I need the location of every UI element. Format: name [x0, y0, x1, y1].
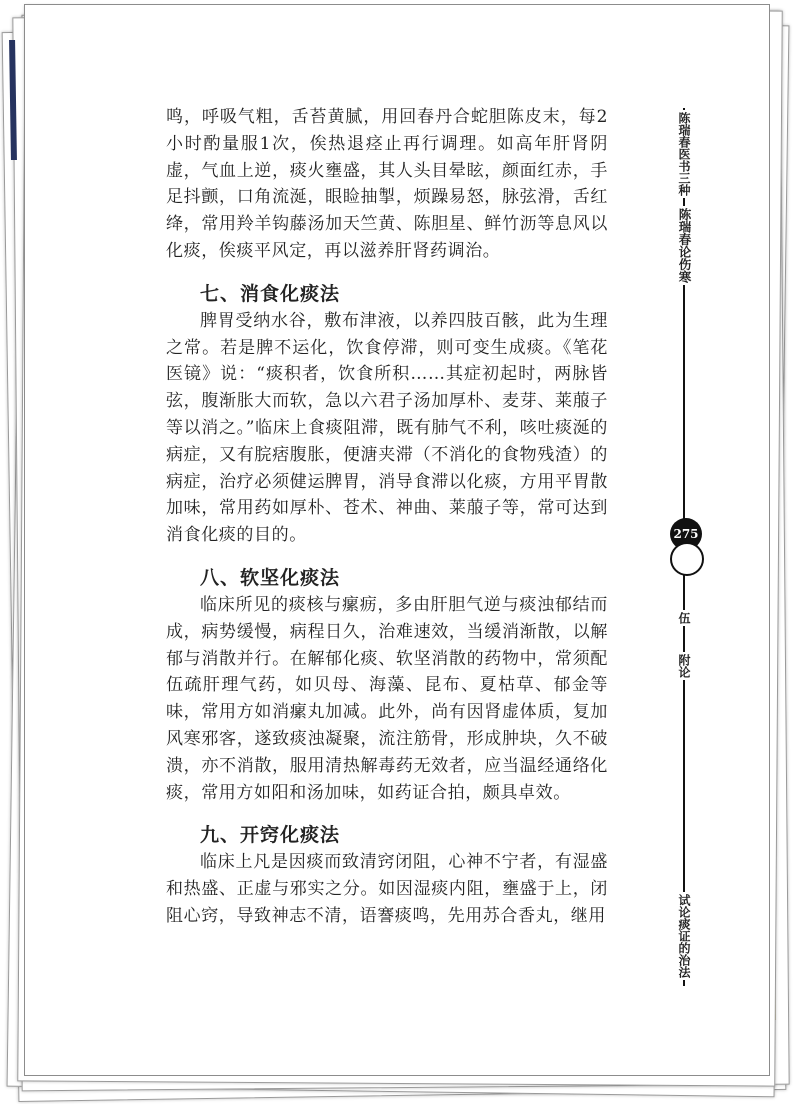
running-head-series: 陈瑞春医书三种: [677, 112, 691, 196]
paragraph-continuation: 鸣，呼吸气粗，舌苔黄腻，用回春丹合蛇胆陈皮末，每2小时酌量服1次，俟热退痉止再行调理。如高年肝肾阴虚，气血上逆，痰火壅盛，其人头目晕眩，颜面红赤，手足抖颤，口角流涎，眼睑抽掣，烦躁易怒，脉弦滑，舌红绛，常用羚羊钩藤汤加天竺黄、陈胆星、鲜竹沥等息风以化痰，俟痰平风定，再以滋养肝肾药调治。: [166, 107, 608, 261]
section-heading-9: 九、开窍化痰法: [200, 824, 341, 847]
section-heading-8: 八、软坚化痰法: [200, 566, 341, 589]
running-head-book: 陈瑞春论伤寒: [677, 208, 692, 283]
page-number-ring: [670, 542, 704, 576]
section-heading-7: 七、消食化痰法: [200, 282, 341, 305]
section-marker-title: 附论: [677, 654, 691, 678]
page-body: [166, 104, 608, 930]
paragraph-section-8: 临床所见的痰核与瘰疬，多由肝胆气逆与痰浊郁结而成，病势缓慢，病程日久，治难速效，当缓消渐散，以解郁与消散并行。在解郁化痰、软坚消散的药物中，常须配伍疏肝理气药，如贝母、海藻、昆布、夏枯草、郁金等味，常用方如消瘰丸加减。此外，尚有因肾虚体质，复加风寒邪客，遂致痰浊凝聚，流注筋骨，形成肿块，久不破溃，亦不消散，服用清热解毒药无效者，应当温经通络化痰，常用方如阳和汤加味，如药证合拍，颇具卓效。: [166, 594, 608, 803]
chapter-title: 试论痰证的治法: [677, 894, 691, 978]
section-marker-number: 伍: [677, 612, 691, 624]
paragraph-section-9: 临床上凡是因痰而致清窍闭阻，心神不宁者，有湿盛和热盛、正虚与邪实之分。如因湿痰内阻，壅盛于上，闭阻心窍，导致神志不清，语謇痰鸣，先用苏合香丸，继用: [166, 852, 608, 926]
paragraph-section-7: 脾胃受纳水谷，敷布津液，以养四肢百骸，此为生理之常。若是脾不运化，饮食停滞，则可变生成痰。《笔花医镜》说：“痰积者，饮食所积……其症初起时，两脉皆弦，腹渐胀大而软，急以六君子汤加厚朴、麦芽、莱菔子等以消之。”临床上食痰阻滞，既有肺气不利，咳吐痰涎的病症，又有脘痞腹胀，便溏夹滞（不消化的食物残渣）的病症，治疗必须健运脾胃，消导食滞以化痰，方用平胃散加味，常用药如厚朴、苍术、神曲、莱菔子等，常可达到消食化痰的目的。: [166, 310, 608, 546]
page-number: 275: [670, 518, 702, 550]
